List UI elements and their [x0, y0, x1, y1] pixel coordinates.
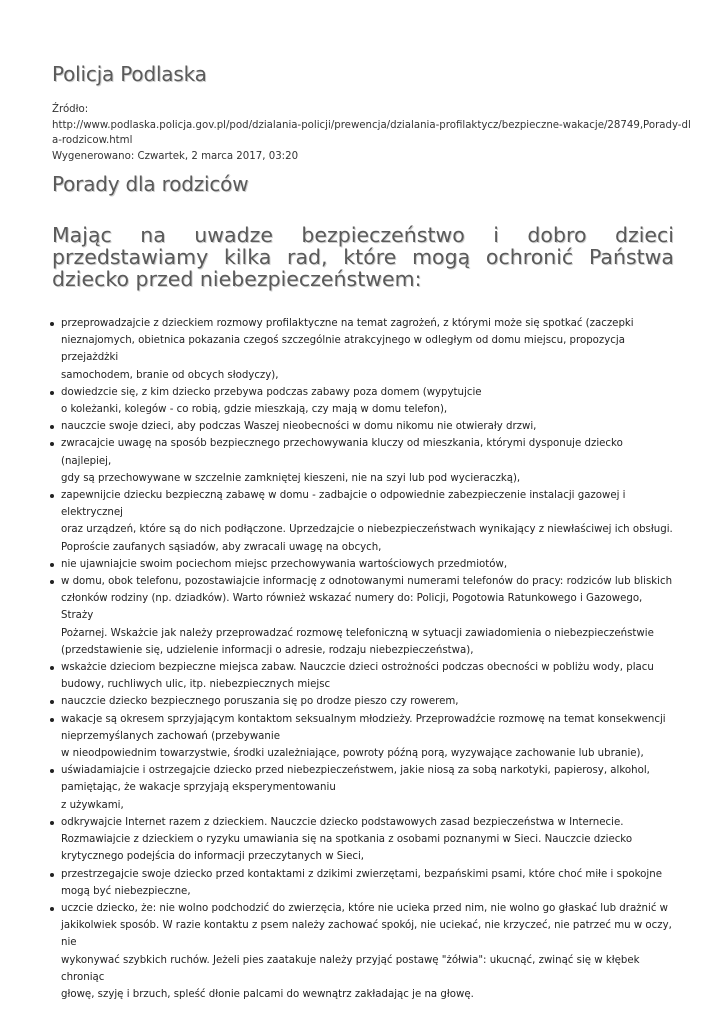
tip-line: przeprowadzajcie z dzieckiem rozmowy profilaktyczne na temat zagrożeń, z którymi może się spotkać (zaczepki	[61, 318, 634, 329]
tip-line: Rozmawiajcie z dzieckiem o ryzyku umawiania się na spotkania z osobami poznanymi w Sieci. Nauczcie dziecko	[61, 834, 633, 846]
source-url-line-2: a-rodzicow.html	[52, 135, 133, 146]
tip-line: nieznajomych, obietnica pokazania czegoś szczególnie atrakcyjnego w odległym od domu miejscu, propozycja przejażdżki	[61, 335, 625, 364]
site-title: Policja Podlaska	[52, 62, 207, 86]
tip-line: oraz urządzeń, które są do nich podłączone. Uprzedzajcie o niebezpieczeństwach wynikający z niewłaściwej ich obsługi.	[61, 524, 673, 536]
tip-line: zwracajcie uwagę na sposób bezpiecznego przechowywania kluczy od mieszkania, którymi dysponuje dziecko (najlepiej,	[61, 438, 623, 467]
tip-line: uczcie dziecko, że: nie wolno podchodzić do zwierzęcia, które nie ucieka przed nim, nie wolno go głaskać lub drażnić w	[61, 902, 668, 914]
tip-item	[52, 814, 674, 866]
tip-line: przestrzegajcie swoje dziecko przed kontaktami z dzikimi zwierzętami, bezpańskimi psami, które choć miłe i spokojne	[61, 868, 662, 880]
tip-item	[52, 762, 674, 814]
tip-line: członków rodziny (np. dziadków). Warto również wskazać numery do: Policji, Pogotowia Ratunkowego i Gazowego, Straży	[61, 593, 643, 622]
tip-item	[52, 556, 674, 573]
tip-item	[52, 693, 674, 710]
tip-line: w nieodpowiednim towarzystwie, środki uzależniające, powroty późną porą, wyzywające zachowanie lub ubranie),	[61, 748, 644, 760]
tip-line: (przedstawienie się, udzielenie informacji o adresie, rodzaju niebezpieczeństwa),	[61, 644, 474, 656]
tip-line: Poproście zaufanych sąsiadów, aby zwracali uwagę na obcych,	[61, 541, 382, 553]
tip-item	[52, 711, 674, 763]
tip-line: Pożarnej. Wskażcie jak należy przeprowadzać rozmowę telefoniczną w sytuacji zawiadomienia o niebezpieczeństwie	[61, 627, 654, 639]
tip-item	[52, 384, 674, 418]
source-label: Źródło:	[52, 104, 89, 115]
tip-line: zapewnijcie dziecku bezpieczną zabawę w domu - zadbajcie o odpowiednie zabezpieczenie instalacji gazowej i elektrycznej	[61, 490, 626, 519]
tips-list	[52, 315, 674, 1003]
tip-line: jakikolwiek sposób. W razie kontaktu z psem należy zachować spokój, nie uciekać, nie krzyczeć, nie patrzeć mu w oczy, nie	[61, 920, 672, 949]
tip-line: nie ujawniajcie swoim pociechom miejsc przechowywania wartościowych przedmiotów,	[61, 558, 508, 570]
tip-line: wykonywać szybkich ruchów. Jeżeli pies zaatakuje należy przyjąć postawę "żółwia": ukucnąć, zwinąć się w kłębek chroniąc	[61, 954, 640, 983]
tip-item	[52, 487, 674, 556]
tip-line: odkrywajcie Internet razem z dzieckiem. Nauczcie dziecko podstawowych zasad bezpieczeństwa w Internecie.	[61, 816, 624, 828]
tip-item	[52, 435, 674, 487]
tip-line: głowę, szyję i brzuch, spleść dłonie palcami do wewnątrz zakładając je na głowę.	[61, 988, 474, 1000]
page-title: Porady dla rodziców	[52, 172, 249, 196]
tip-line: samochodem, branie od obcych słodyczy),	[61, 369, 279, 381]
tip-line: wskażcie dzieciom bezpieczne miejsca zabaw. Nauczcie dzieci ostrożności podczas obecności w pobliżu wody, placu	[61, 662, 654, 674]
tip-line: nauczcie dziecko bezpiecznego poruszania się po drodze pieszo czy rowerem,	[61, 696, 459, 708]
source-url-line-1: http://www.podlaska.policja.gov.pl/pod/dzialania-policji/prewencja/dzialania-profilaktycz/bezpieczne-wakacje/28749,Porady-dl	[52, 119, 691, 131]
tip-line: mogą być niebezpieczne,	[61, 885, 191, 897]
tip-item	[52, 418, 674, 435]
tip-line: dowiedzcie się, z kim dziecko przebywa podczas zabawy poza domem (wypytujcie	[61, 386, 482, 398]
tip-line: o koleżanki, kolegów - co robią, gdzie mieszkają, czy mają w domu telefon),	[61, 404, 448, 416]
tip-line: z używkami,	[61, 799, 124, 811]
tip-line: wakacje są okresem sprzyjającym kontaktom seksualnym młodzieży. Przeprowadźcie rozmowę na temat konsekwencji	[61, 713, 666, 725]
tip-item	[52, 315, 674, 384]
tip-line: krytycznego podejścia do informacji przeczytanych w Sieci,	[61, 851, 365, 863]
tip-line: budowy, ruchliwych ulic, itp. niebezpiecznych miejsc	[61, 679, 331, 691]
tip-item	[52, 659, 674, 693]
tip-item	[52, 573, 674, 659]
tip-item	[52, 866, 674, 900]
tip-line: gdy są przechowywane w szczelnie zamkniętej kieszeni, nie na szyi lub pod wycieraczką),	[61, 472, 521, 484]
headline: Mając na uwadze bezpieczeństwo i dobro dzieci przedstawiamy kilka rad, które mogą ochronić Państwa dziecko przed niebezpieczeństwem:	[52, 223, 674, 291]
tip-line: nieprzemyślanych zachowań (przebywanie	[61, 730, 280, 742]
source-meta	[52, 102, 691, 164]
tip-line: uświadamiajcie i ostrzegajcie dziecko przed niebezpieczeństwem, jakie niosą za sobą narkotyki, papierosy, alkohol,	[61, 765, 650, 777]
tip-line: pamiętając, że wakacje sprzyjają eksperymentowaniu	[61, 782, 336, 794]
generated-date: Wygenerowano: Czwartek, 2 marca 2017, 03:20	[52, 150, 299, 162]
tip-line: nauczcie swoje dzieci, aby podczas Waszej nieobecności w domu nikomu nie otwierały drzwi,	[61, 421, 537, 433]
tip-line: w domu, obok telefonu, pozostawiajcie informację z odnotowanymi numerami telefonów do pracy: rodziców lub bliskich	[61, 576, 673, 588]
tip-item	[52, 900, 674, 1003]
